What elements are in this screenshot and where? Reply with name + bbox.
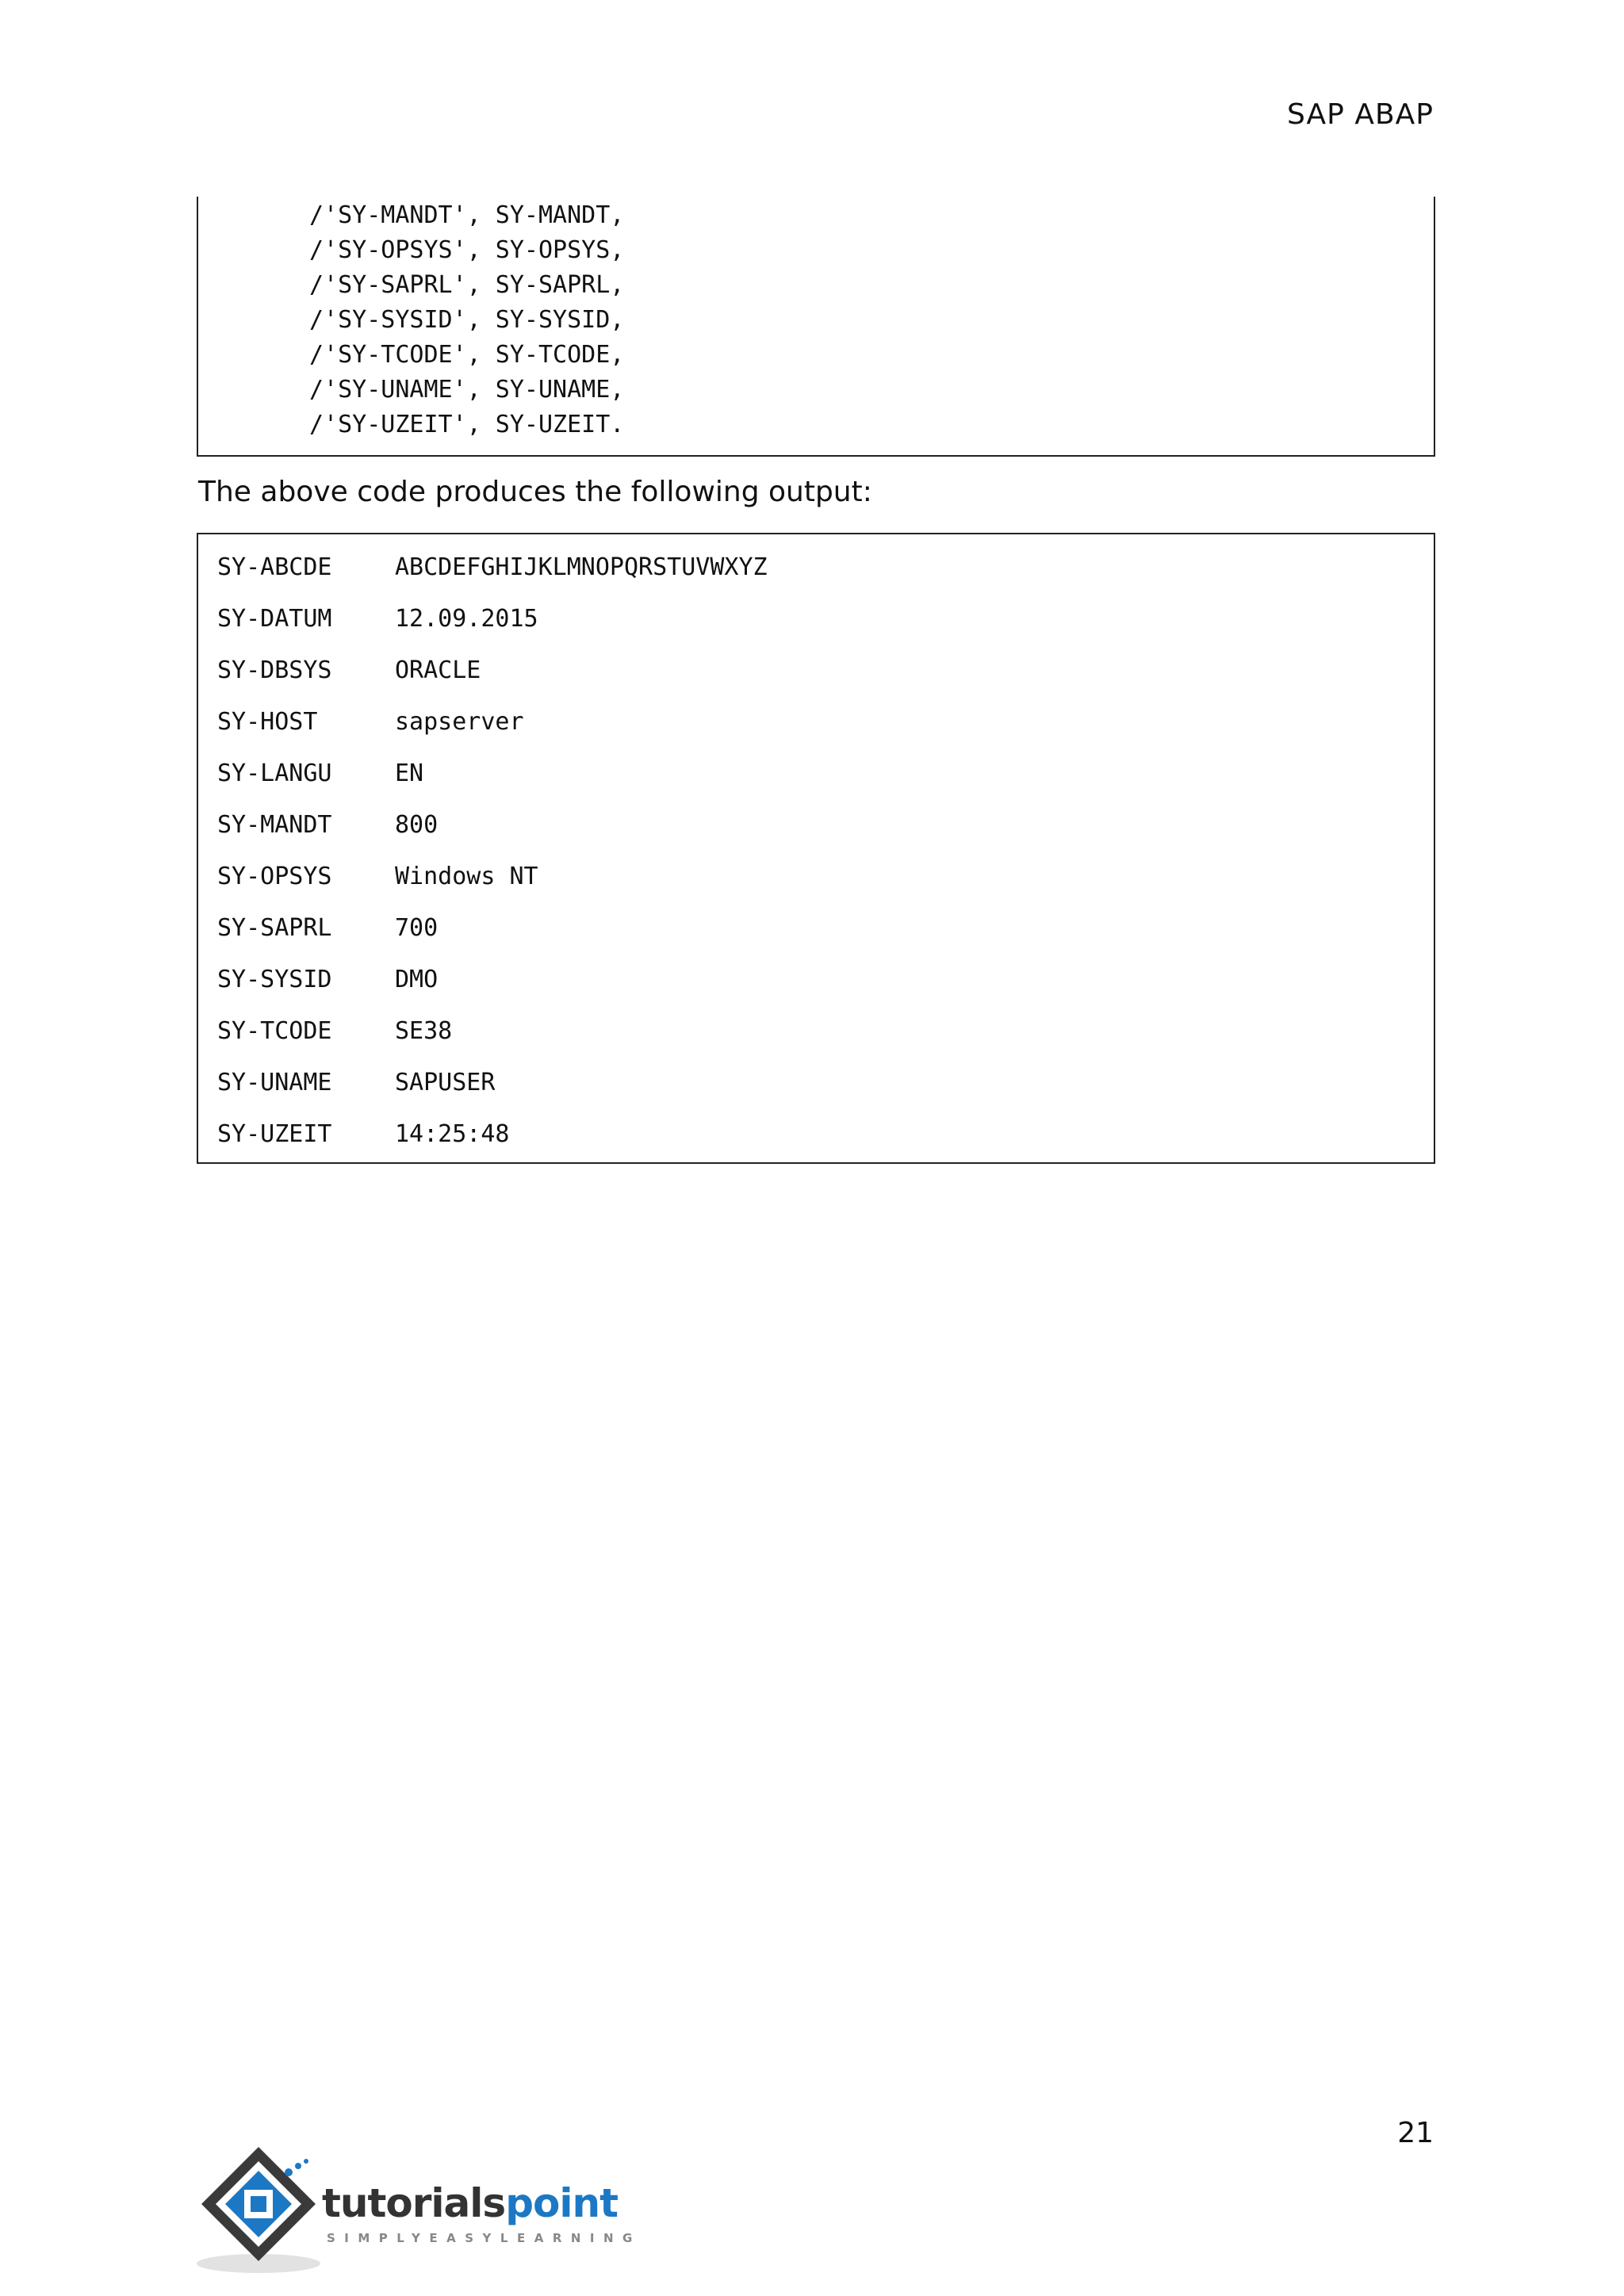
output-key: SY-DATUM [217,605,332,633]
output-row [217,1069,495,1096]
code-line: /'SY-UNAME', SY-UNAME, [309,376,625,404]
output-value: ORACLE [395,656,481,684]
output-value: sapserver [395,708,524,736]
output-row [217,605,538,633]
output-row [217,760,423,787]
code-block [197,197,1435,457]
logo-emblem-icon [195,2141,322,2275]
output-row [217,1120,510,1148]
logo-wordmark [322,2180,618,2226]
code-line: /'SY-UZEIT', SY-UZEIT. [309,411,625,438]
output-row [217,811,438,839]
output-key: SY-HOST [217,708,318,736]
code-line: /'SY-TCODE', SY-TCODE, [309,341,625,369]
output-key: SY-LANGU [217,760,332,787]
output-key: SY-MANDT [217,811,332,839]
output-value: 700 [395,914,439,942]
intro-paragraph: The above code produces the following output: [198,476,872,508]
output-key: SY-ABCDE [217,553,332,581]
output-row [217,966,438,993]
code-line: /'SY-SYSID', SY-SYSID, [309,306,625,334]
code-line: /'SY-OPSYS', SY-OPSYS, [309,236,625,264]
running-header: SAP ABAP [1287,98,1434,131]
output-row [217,863,538,890]
output-key: SY-SAPRL [217,914,332,942]
output-key: SY-UNAME [217,1069,332,1096]
output-value: SAPUSER [395,1069,496,1096]
output-value: Windows NT [395,863,538,890]
output-value: DMO [395,966,439,993]
tutorialspoint-logo [195,2141,642,2275]
page-number: 21 [1397,2117,1434,2149]
output-key: SY-TCODE [217,1017,332,1045]
output-value: 800 [395,811,439,839]
output-value: EN [395,760,424,787]
logo-word-main: tutorials [322,2180,506,2226]
code-line: /'SY-MANDT', SY-MANDT, [309,201,625,229]
logo-word-accent: point [505,2180,618,2226]
output-key: SY-SYSID [217,966,332,993]
code-line: /'SY-SAPRL', SY-SAPRL, [309,271,625,299]
output-value: ABCDEFGHIJKLMNOPQRSTUVWXYZ [395,553,768,581]
output-value: SE38 [395,1017,453,1045]
logo-tagline: SIMPLYEASYLEARNING [327,2231,642,2245]
output-row [217,1017,452,1045]
output-row [217,553,768,581]
output-row [217,656,481,684]
output-key: SY-DBSYS [217,656,332,684]
output-value: 14:25:48 [395,1120,510,1148]
output-row [217,708,524,736]
output-value: 12.09.2015 [395,605,538,633]
output-key: SY-OPSYS [217,863,332,890]
output-block [197,533,1435,1164]
output-row [217,914,438,942]
output-key: SY-UZEIT [217,1120,332,1148]
